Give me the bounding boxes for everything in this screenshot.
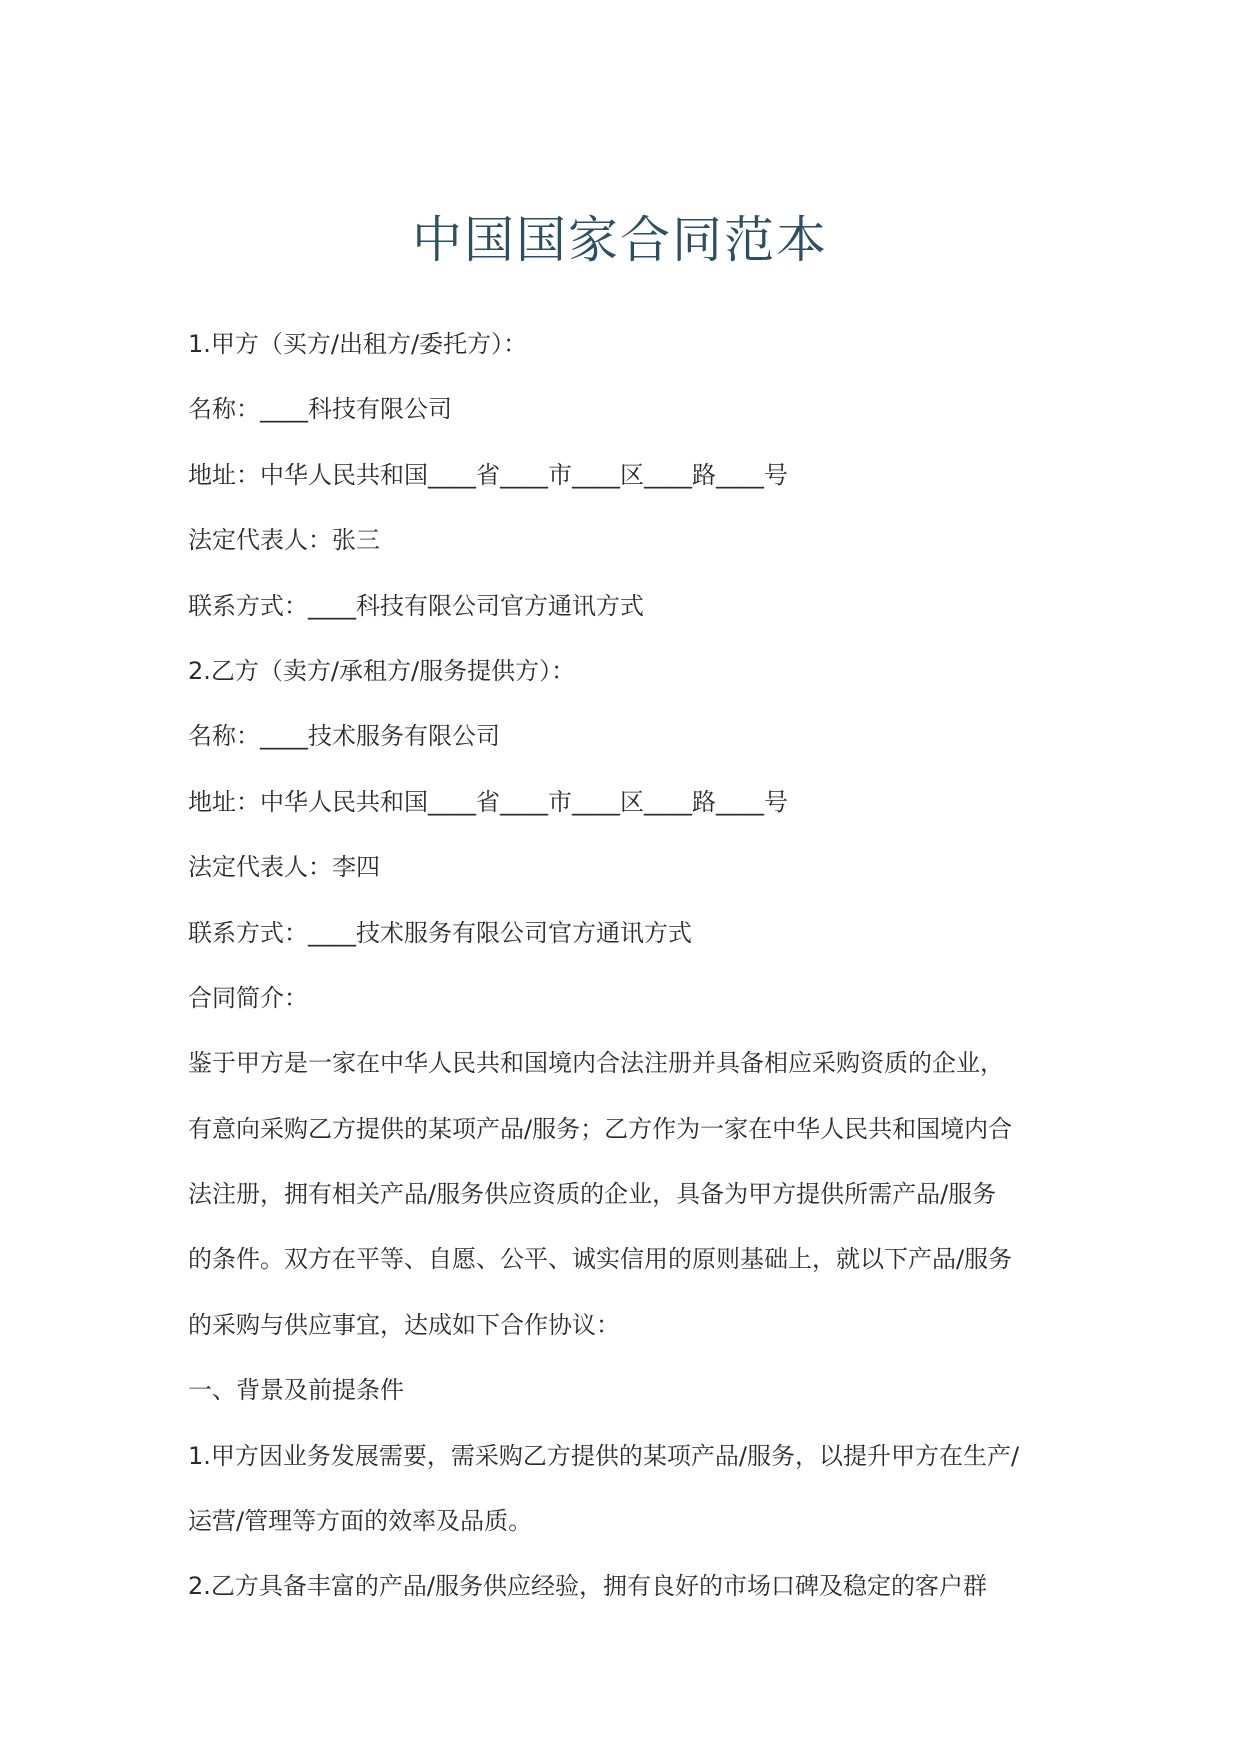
party-a-name: 名称：____科技有限公司 — [188, 395, 452, 424]
section-paragraph-line: 1.甲方因业务发展需要，需采购乙方提供的某项产品/服务，以提升甲方在生产/ — [188, 1441, 1020, 1470]
document-body — [188, 312, 1058, 1620]
party-b-contact: 联系方式：____技术服务有限公司官方通讯方式 — [188, 918, 692, 947]
section-paragraph-line: 运营/管理等方面的效率及品质。 — [188, 1507, 533, 1536]
party-b-heading: 2.乙方（卖方/承租方/服务提供方）： — [188, 656, 576, 685]
party-a-address: 地址：中华人民共和国____省____市____区____路____号 — [188, 460, 788, 489]
section-heading: 一、背景及前提条件 — [188, 1376, 404, 1405]
contract-intro-line: 鉴于甲方是一家在中华人民共和国境内合法注册并具备相应采购资质的企业， — [188, 1049, 1004, 1078]
party-a-heading: 1.甲方（买方/出租方/委托方）： — [188, 330, 528, 358]
party-a-contact: 联系方式：____科技有限公司官方通讯方式 — [188, 591, 644, 620]
party-b-name: 名称：____技术服务有限公司 — [188, 722, 500, 751]
contract-intro-line: 法注册，拥有相关产品/服务供应资质的企业，具备为甲方提供所需产品/服务 — [188, 1180, 997, 1209]
contract-intro-line: 的采购与供应事宜，达成如下合作协议： — [188, 1310, 620, 1339]
contract-intro-line: 有意向采购乙方提供的某项产品/服务；乙方作为一家在中华人民共和国境内合 — [188, 1114, 1013, 1143]
party-b-legal-representative: 法定代表人：李四 — [188, 853, 380, 882]
document-title: 中国国家合同范本 — [412, 211, 828, 269]
party-b-address: 地址：中华人民共和国____省____市____区____路____号 — [188, 787, 788, 816]
section-paragraph-line: 2.乙方具备丰富的产品/服务供应经验，拥有良好的市场口碑及稳定的客户群 — [188, 1572, 987, 1601]
contract-intro-heading: 合同简介： — [188, 983, 308, 1012]
party-a-legal-representative: 法定代表人：张三 — [188, 526, 380, 555]
contract-intro-line: 的条件。双方在平等、自愿、公平、诚实信用的原则基础上，就以下产品/服务 — [188, 1245, 1013, 1274]
